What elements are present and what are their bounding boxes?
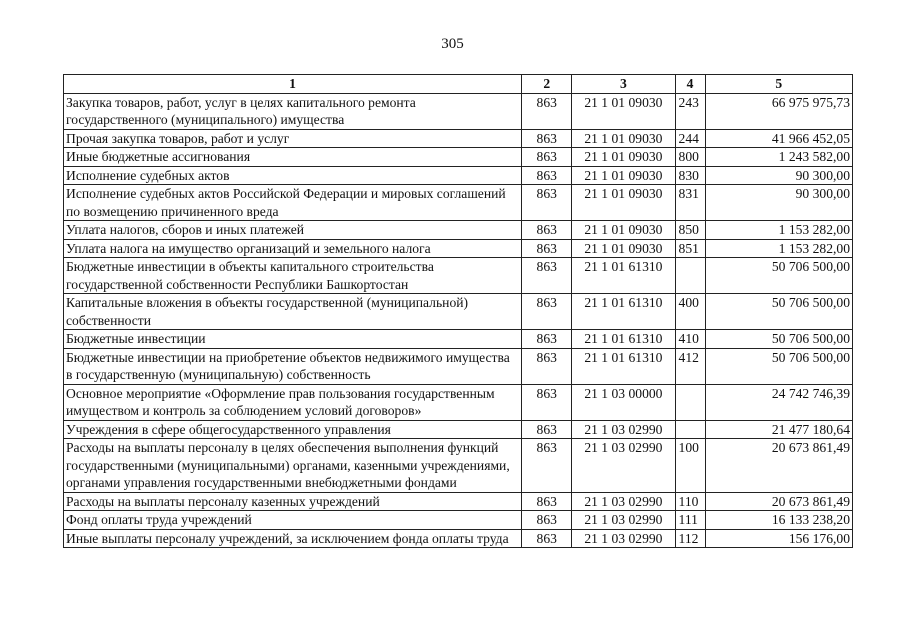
cell-amount: 90 300,00: [705, 166, 852, 185]
cell-dept-code: 863: [522, 384, 572, 420]
column-header-4: 4: [675, 75, 705, 94]
table-row: [64, 93, 853, 129]
table-row: [64, 221, 853, 240]
cell-amount: 21 477 180,64: [705, 420, 852, 439]
cell-target-article: 21 1 03 02990: [572, 420, 675, 439]
cell-name: Расходы на выплаты персоналу казенных учреждений: [64, 492, 522, 511]
cell-target-article: 21 1 01 09030: [572, 148, 675, 167]
cell-name: Расходы на выплаты персоналу в целях обеспечения выполнения функций государственными (муниципальными) органами, казенными учреждениями, органами управления государственными внебюджетными фондами: [64, 439, 522, 493]
cell-expense-type: 111: [675, 511, 705, 530]
cell-expense-type: 851: [675, 239, 705, 258]
cell-expense-type: 400: [675, 294, 705, 330]
cell-target-article: 21 1 01 09030: [572, 185, 675, 221]
cell-dept-code: 863: [522, 420, 572, 439]
page-number: 305: [441, 36, 464, 52]
cell-dept-code: 863: [522, 185, 572, 221]
cell-target-article: 21 1 03 00000: [572, 384, 675, 420]
cell-name: Уплата налога на имущество организаций и земельного налога: [64, 239, 522, 258]
cell-dept-code: 863: [522, 166, 572, 185]
column-header-2: 2: [522, 75, 572, 94]
cell-expense-type: 243: [675, 93, 705, 129]
cell-dept-code: 863: [522, 492, 572, 511]
cell-amount: 50 706 500,00: [705, 294, 852, 330]
table-header-row: [64, 75, 853, 94]
cell-amount: 90 300,00: [705, 185, 852, 221]
cell-name: Уплата налогов, сборов и иных платежей: [64, 221, 522, 240]
table-row: [64, 129, 853, 148]
table-row: [64, 258, 853, 294]
cell-name: Основное мероприятие «Оформление прав пользования государственным имуществом и контроль за соблюдением условий договоров»: [64, 384, 522, 420]
cell-target-article: 21 1 01 09030: [572, 239, 675, 258]
table-row: [64, 148, 853, 167]
table-row: [64, 439, 853, 493]
table-row: [64, 294, 853, 330]
table-row: [64, 420, 853, 439]
table-row: [64, 239, 853, 258]
cell-target-article: 21 1 01 09030: [572, 221, 675, 240]
cell-amount: 50 706 500,00: [705, 348, 852, 384]
table-row: [64, 185, 853, 221]
cell-amount: 1 243 582,00: [705, 148, 852, 167]
cell-expense-type: 244: [675, 129, 705, 148]
cell-name: Исполнение судебных актов: [64, 166, 522, 185]
table-row: [64, 511, 853, 530]
table-row: [64, 166, 853, 185]
cell-expense-type: 830: [675, 166, 705, 185]
cell-expense-type: 112: [675, 529, 705, 548]
table-row: [64, 529, 853, 548]
cell-target-article: 21 1 01 09030: [572, 129, 675, 148]
column-header-5: 5: [705, 75, 852, 94]
budget-table: [63, 74, 853, 548]
cell-amount: 50 706 500,00: [705, 258, 852, 294]
cell-dept-code: 863: [522, 348, 572, 384]
cell-target-article: 21 1 01 09030: [572, 93, 675, 129]
table-row: [64, 330, 853, 349]
cell-dept-code: 863: [522, 294, 572, 330]
cell-name: Учреждения в сфере общегосударственного управления: [64, 420, 522, 439]
table-body: [64, 93, 853, 548]
cell-target-article: 21 1 01 61310: [572, 330, 675, 349]
cell-dept-code: 863: [522, 439, 572, 493]
cell-target-article: 21 1 03 02990: [572, 511, 675, 530]
cell-name: Фонд оплаты труда учреждений: [64, 511, 522, 530]
cell-dept-code: 863: [522, 258, 572, 294]
cell-expense-type: 831: [675, 185, 705, 221]
cell-expense-type: 412: [675, 348, 705, 384]
cell-expense-type: 850: [675, 221, 705, 240]
cell-expense-type: 110: [675, 492, 705, 511]
cell-dept-code: 863: [522, 129, 572, 148]
cell-name: Капитальные вложения в объекты государственной (муниципальной) собственности: [64, 294, 522, 330]
cell-dept-code: 863: [522, 330, 572, 349]
cell-target-article: 21 1 01 61310: [572, 294, 675, 330]
cell-amount: 1 153 282,00: [705, 239, 852, 258]
cell-dept-code: 863: [522, 239, 572, 258]
cell-name: Иные бюджетные ассигнования: [64, 148, 522, 167]
cell-expense-type: 410: [675, 330, 705, 349]
cell-amount: 156 176,00: [705, 529, 852, 548]
cell-amount: 66 975 975,73: [705, 93, 852, 129]
cell-name: Бюджетные инвестиции: [64, 330, 522, 349]
cell-target-article: 21 1 03 02990: [572, 439, 675, 493]
cell-expense-type: [675, 420, 705, 439]
cell-amount: 1 153 282,00: [705, 221, 852, 240]
cell-dept-code: 863: [522, 93, 572, 129]
cell-target-article: 21 1 03 02990: [572, 492, 675, 511]
cell-name: Прочая закупка товаров, работ и услуг: [64, 129, 522, 148]
column-header-1: 1: [64, 75, 522, 94]
cell-name: Закупка товаров, работ, услуг в целях капитального ремонта государственного (муниципального) имущества: [64, 93, 522, 129]
cell-dept-code: 863: [522, 511, 572, 530]
cell-target-article: 21 1 01 09030: [572, 166, 675, 185]
table-row: [64, 348, 853, 384]
cell-expense-type: 800: [675, 148, 705, 167]
table-row: [64, 492, 853, 511]
cell-target-article: 21 1 01 61310: [572, 348, 675, 384]
table-row: [64, 384, 853, 420]
cell-dept-code: 863: [522, 221, 572, 240]
cell-target-article: 21 1 01 61310: [572, 258, 675, 294]
cell-name: Бюджетные инвестиции в объекты капитального строительства государственной собственности Республики Башкортостан: [64, 258, 522, 294]
cell-name: Иные выплаты персоналу учреждений, за исключением фонда оплаты труда: [64, 529, 522, 548]
cell-expense-type: [675, 258, 705, 294]
cell-dept-code: 863: [522, 148, 572, 167]
cell-dept-code: 863: [522, 529, 572, 548]
cell-amount: 20 673 861,49: [705, 492, 852, 511]
cell-target-article: 21 1 03 02990: [572, 529, 675, 548]
cell-expense-type: [675, 384, 705, 420]
cell-amount: 50 706 500,00: [705, 330, 852, 349]
cell-name: Бюджетные инвестиции на приобретение объектов недвижимого имущества в государственную (муниципальную) собственность: [64, 348, 522, 384]
cell-amount: 20 673 861,49: [705, 439, 852, 493]
cell-expense-type: 100: [675, 439, 705, 493]
column-header-3: 3: [572, 75, 675, 94]
cell-amount: 24 742 746,39: [705, 384, 852, 420]
cell-amount: 16 133 238,20: [705, 511, 852, 530]
cell-name: Исполнение судебных актов Российской Федерации и мировых соглашений по возмещению причиненного вреда: [64, 185, 522, 221]
cell-amount: 41 966 452,05: [705, 129, 852, 148]
